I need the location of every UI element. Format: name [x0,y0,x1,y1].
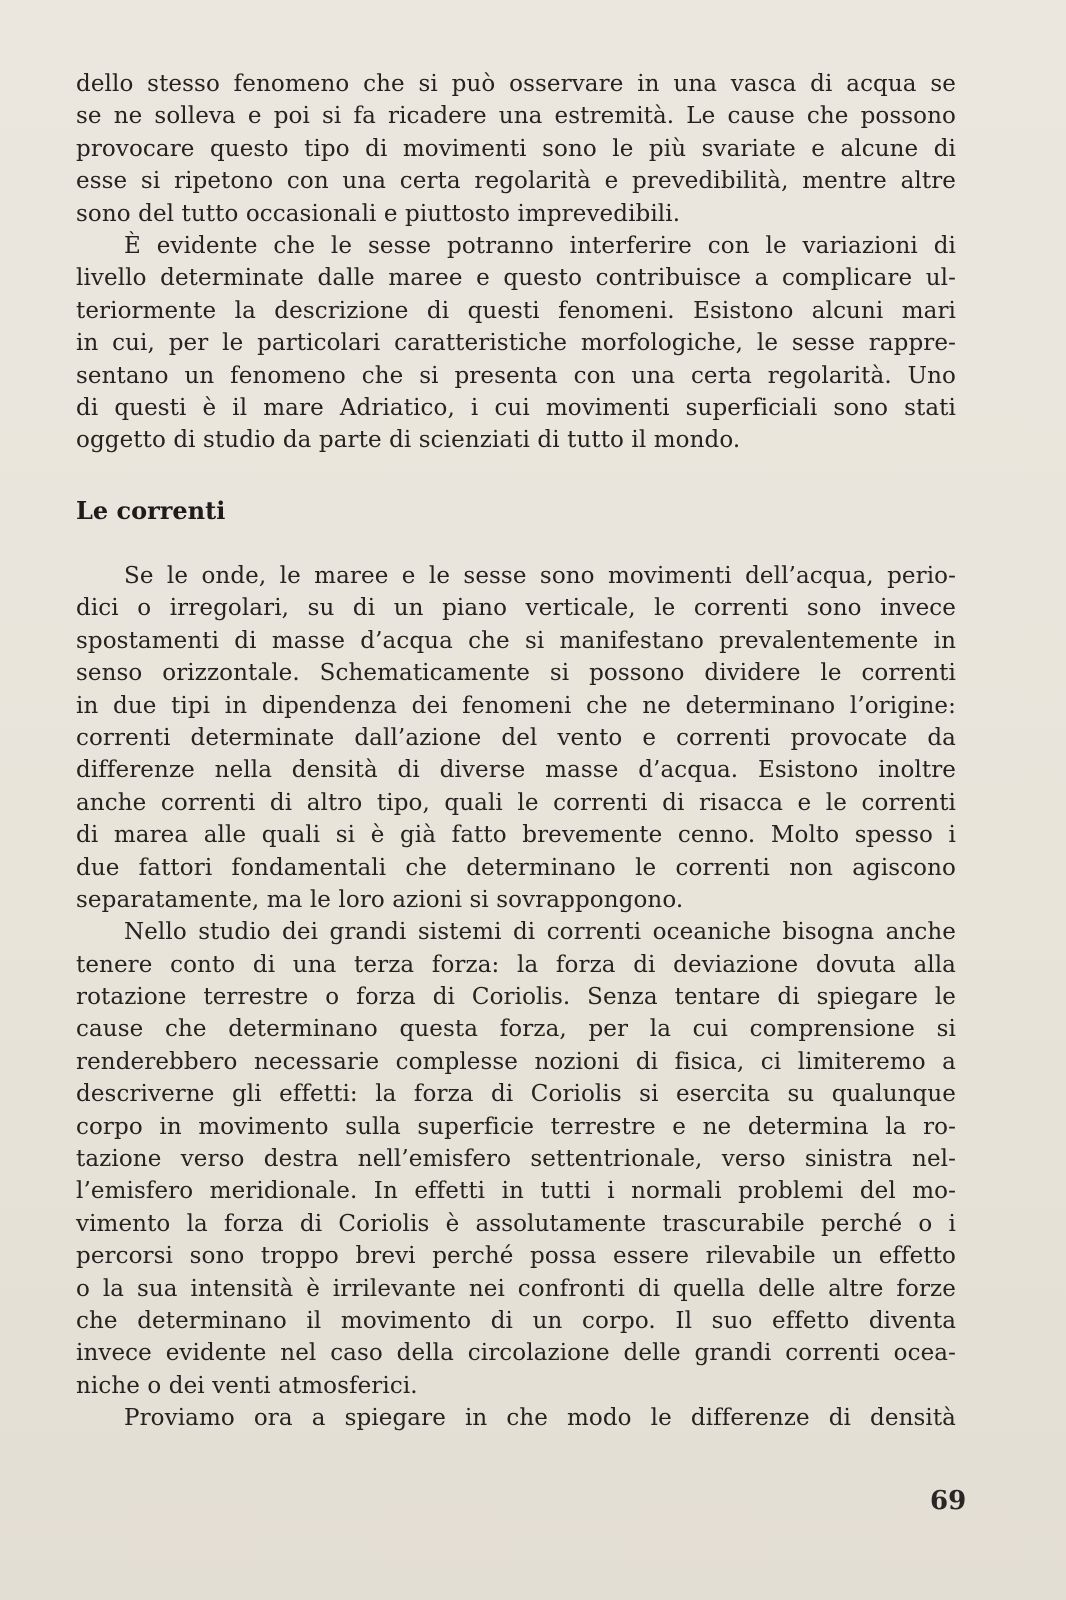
text-line: teriormente la descrizione di questi fenomeni. Esistono alcuni mari [76,297,956,324]
text-line: Proviamo ora a spiegare in che modo le differenze di densità [124,1405,956,1432]
text-block-main [76,560,956,1435]
text-line: che determinano il movimento di un corpo. Il suo effetto diventa [76,1307,956,1334]
text-line: vimento la forza di Coriolis è assolutamente trascurabile perché o i [76,1210,956,1237]
text-line: rotazione terrestre o forza di Coriolis. Senza tentare di spiegare le [76,984,956,1011]
text-line: di questi è il mare Adriatico, i cui movimenti superficiali sono stati [76,394,956,421]
text-line: o la sua intensità è irrilevante nei confronti di quella delle altre forze [76,1275,956,1302]
text-line: cause che determinano questa forza, per la cui comprensione si [76,1016,956,1043]
text-line: in cui, per le particolari caratteristiche morfologiche, le sesse rappre- [76,330,956,357]
text-line: l’emisfero meridionale. In effetti in tutti i normali problemi del mo- [76,1178,956,1205]
text-line: sono del tutto occasionali e piuttosto imprevedibili. [76,200,681,227]
text-line: correnti determinate dall’azione del vento e correnti provocate da [76,724,956,751]
text-line: livello determinate dalle maree e questo contribuisce a complicare ul- [76,265,956,292]
section-heading: Le correnti [76,496,226,525]
text-line: renderebbero necessarie complesse nozioni di fisica, ci limiteremo a [76,1048,956,1075]
text-line: Se le onde, le maree e le sesse sono movimenti dell’acqua, perio- [124,563,956,589]
text-line: due fattori fondamentali che determinano le correnti non agiscono [76,854,956,881]
text-line: se ne solleva e poi si fa ricadere una estremità. Le cause che possono [76,103,956,130]
text-line: dici o irregolari, su di un piano verticale, le correnti sono invece [76,595,956,622]
text-line: provocare questo tipo di movimenti sono le più svariate e alcune di [76,135,956,162]
text-line: esse si ripetono con una certa regolarità e prevedibilità, mentre altre [76,168,956,195]
text-line: invece evidente nel caso della circolazione delle grandi correnti ocea- [76,1340,956,1367]
text-line: niche o dei venti atmosferici. [76,1372,418,1399]
text-line: È evidente che le sesse potranno interferire con le variazioni di [124,232,956,259]
text-line: spostamenti di masse d’acqua che si manifestano prevalentemente in [76,627,956,654]
text-line: corpo in movimento sulla superficie terrestre e ne determina la ro- [76,1113,956,1140]
text-line: in due tipi in dipendenza dei fenomeni che ne determinano l’origine: [76,692,956,719]
text-line: sentano un fenomeno che si presenta con una certa regolarità. Uno [76,362,956,389]
text-line: oggetto di studio da parte di scienziati di tutto il mondo. [76,427,741,454]
text-line: tazione verso destra nell’emisfero settentrionale, verso sinistra nel- [76,1146,956,1173]
text-line: Nello studio dei grandi sistemi di correnti oceaniche bisogna anche [124,919,956,946]
page-number: 69 [930,1486,967,1516]
text-line: senso orizzontale. Schematicamente si possono dividere le correnti [76,660,956,687]
text-line: descriverne gli effetti: la forza di Coriolis si esercita su qualunque [76,1081,956,1108]
text-line: percorsi sono troppo brevi perché possa essere rilevabile un effetto [76,1243,956,1270]
text-line: di marea alle quali si è già fatto brevemente cenno. Molto spesso i [76,822,956,849]
text-block-top [76,68,956,457]
text-line: anche correnti di altro tipo, quali le correnti di risacca e le correnti [76,789,956,816]
text-line: dello stesso fenomeno che si può osservare in una vasca di acqua se [76,71,956,97]
text-line: tenere conto di una terza forza: la forza di deviazione dovuta alla [76,951,956,978]
text-line: separatamente, ma le loro azioni si sovrappongono. [76,886,684,913]
text-line: differenze nella densità di diverse masse d’acqua. Esistono inoltre [76,757,956,784]
